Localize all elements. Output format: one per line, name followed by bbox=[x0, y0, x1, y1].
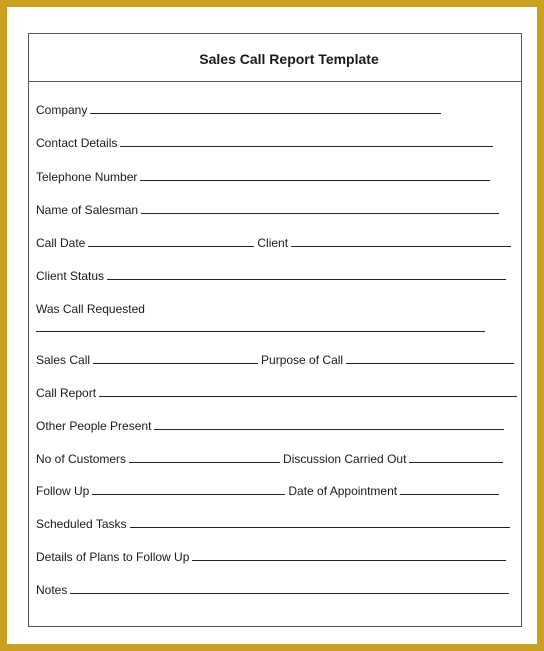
was-call-requested-blank[interactable] bbox=[36, 320, 485, 332]
follow-up-blank[interactable] bbox=[92, 483, 285, 495]
details-of-plans-row bbox=[36, 549, 506, 563]
call-report-blank[interactable] bbox=[99, 385, 517, 397]
discussion-carried-out-blank[interactable] bbox=[409, 451, 503, 463]
other-people-present-blank[interactable] bbox=[154, 418, 504, 430]
company-label: Company bbox=[36, 103, 88, 117]
company-blank[interactable] bbox=[90, 102, 441, 114]
no-of-customers-blank[interactable] bbox=[129, 451, 280, 463]
call-date-blank[interactable] bbox=[88, 235, 254, 247]
title-band bbox=[29, 34, 521, 82]
details-of-plans-label: Details of Plans to Follow Up bbox=[36, 550, 190, 564]
sales-call-report-form bbox=[28, 33, 522, 627]
client-status-blank[interactable] bbox=[107, 268, 506, 280]
notes-label: Notes bbox=[36, 583, 68, 597]
form-title: Sales Call Report Template bbox=[199, 51, 379, 67]
document-page bbox=[7, 7, 537, 644]
telephone-number-blank[interactable] bbox=[140, 169, 490, 181]
company-row bbox=[36, 102, 441, 116]
was-call-requested-label: Was Call Requested bbox=[36, 302, 145, 316]
purpose-of-call-label: Purpose of Call bbox=[261, 353, 344, 367]
scheduled-tasks-row bbox=[36, 516, 510, 530]
client-label: Client bbox=[257, 236, 289, 250]
details-of-plans-blank[interactable] bbox=[192, 549, 506, 561]
call-date-label: Call Date bbox=[36, 236, 86, 250]
telephone-number-label: Telephone Number bbox=[36, 170, 138, 184]
date-of-appointment-blank[interactable] bbox=[400, 483, 499, 495]
call-report-label: Call Report bbox=[36, 386, 97, 400]
name-of-salesman-row bbox=[36, 202, 499, 216]
sales-call-blank[interactable] bbox=[93, 352, 258, 364]
purpose-of-call-blank[interactable] bbox=[346, 352, 514, 364]
call-report-row bbox=[36, 385, 517, 399]
date-of-appointment-label: Date of Appointment bbox=[288, 484, 398, 498]
name-of-salesman-label: Name of Salesman bbox=[36, 203, 139, 217]
client-blank[interactable] bbox=[291, 235, 511, 247]
no-of-customers-row bbox=[36, 451, 503, 465]
was-call-requested-line-row bbox=[36, 320, 485, 334]
sales-call-row bbox=[36, 352, 514, 366]
name-of-salesman-blank[interactable] bbox=[141, 202, 499, 214]
notes-row bbox=[36, 582, 509, 596]
follow-up-label: Follow Up bbox=[36, 484, 90, 498]
sales-call-label: Sales Call bbox=[36, 353, 91, 367]
no-of-customers-label: No of Customers bbox=[36, 452, 127, 466]
client-status-row bbox=[36, 268, 506, 282]
client-status-label: Client Status bbox=[36, 269, 105, 283]
other-people-present-label: Other People Present bbox=[36, 419, 152, 433]
discussion-carried-out-label: Discussion Carried Out bbox=[283, 452, 407, 466]
call-date-row bbox=[36, 235, 511, 249]
follow-up-row bbox=[36, 483, 499, 497]
scheduled-tasks-label: Scheduled Tasks bbox=[36, 517, 127, 531]
contact-details-label: Contact Details bbox=[36, 136, 118, 150]
other-people-present-row bbox=[36, 418, 504, 432]
contact-details-blank[interactable] bbox=[120, 135, 493, 147]
notes-blank[interactable] bbox=[70, 582, 509, 594]
scheduled-tasks-blank[interactable] bbox=[130, 516, 510, 528]
contact-details-row bbox=[36, 135, 493, 149]
telephone-number-row bbox=[36, 169, 490, 183]
was-call-requested-row bbox=[36, 302, 145, 316]
